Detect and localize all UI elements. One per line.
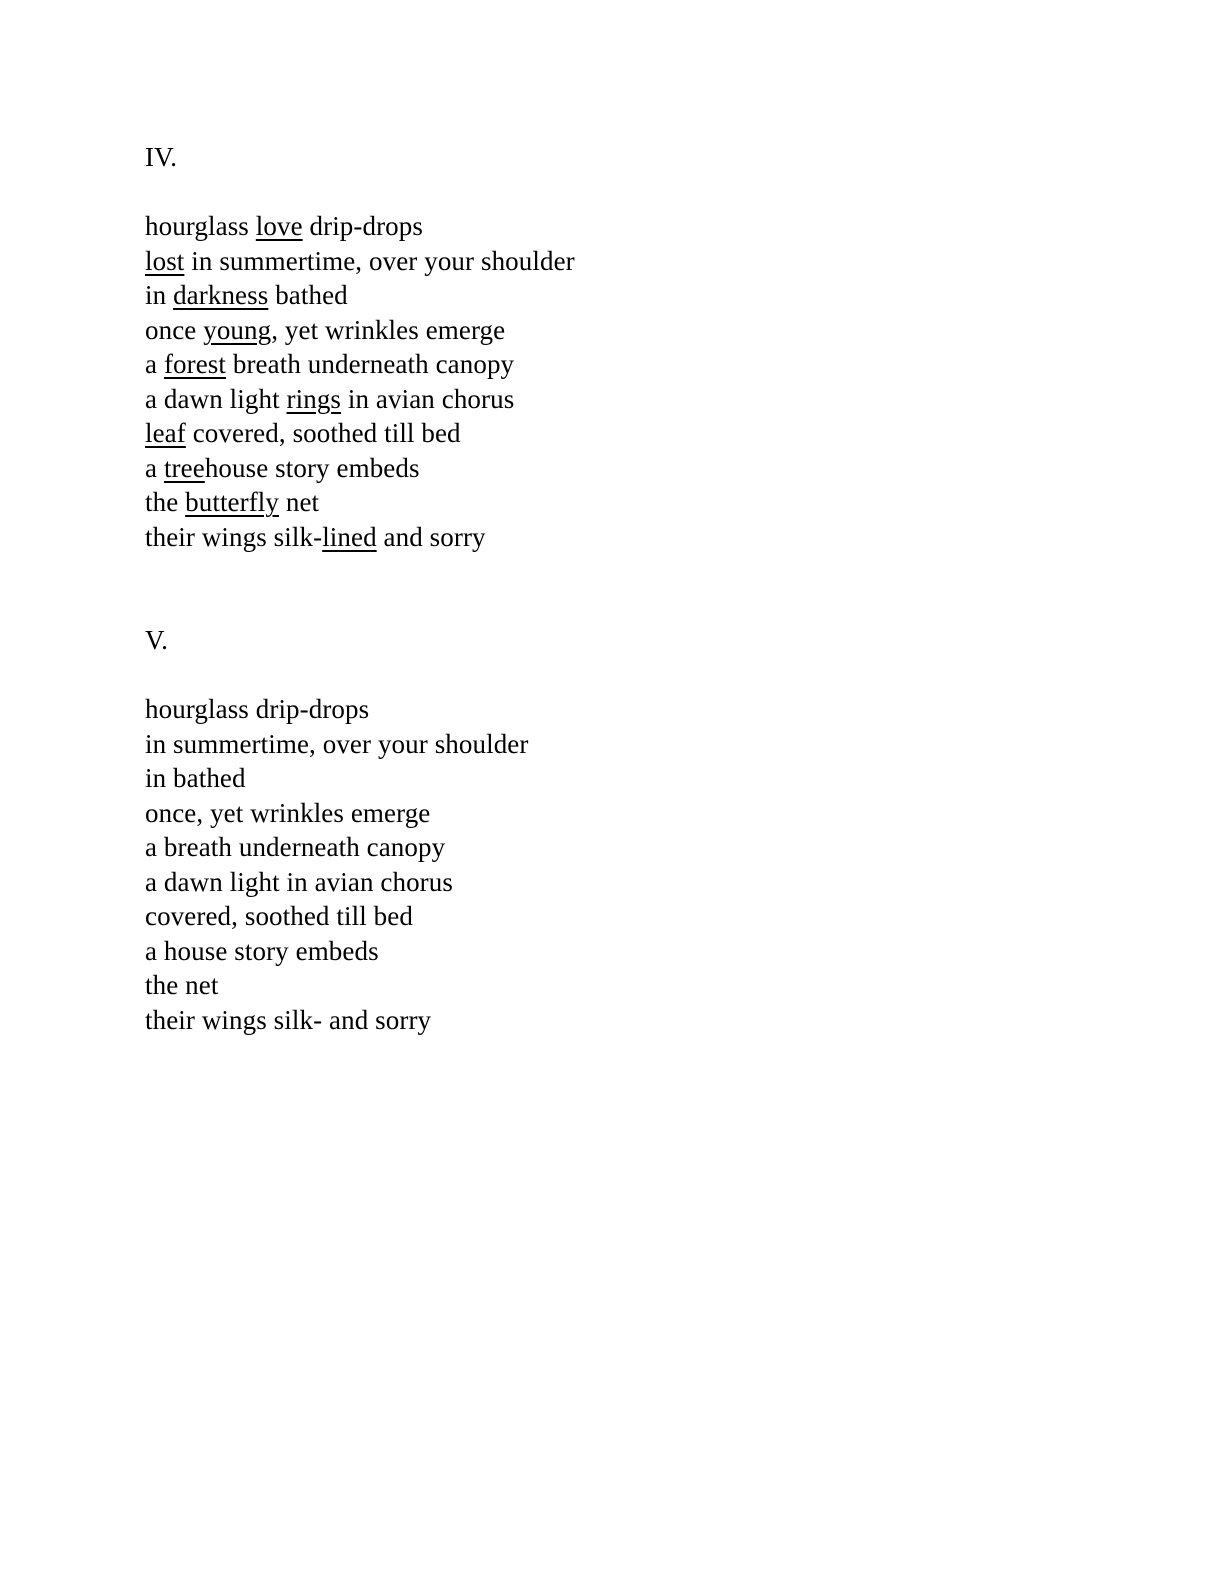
text-segment: once, yet wrinkles emerge: [145, 797, 431, 828]
text-segment: bathed: [268, 280, 348, 310]
poem-line: [145, 761, 1124, 796]
text-segment: once: [145, 314, 204, 345]
section-heading: IV.: [145, 142, 178, 172]
text-segment: a house story embeds: [145, 935, 379, 966]
poem-line: [145, 485, 1124, 520]
poem-line: [145, 451, 1124, 486]
poem-line: [145, 934, 1124, 969]
underlined-word: leaf: [145, 418, 186, 448]
text-segment: their wings silk- and sorry: [145, 1004, 432, 1035]
underlined-word: rings: [286, 383, 342, 414]
poem-line: [145, 968, 1124, 1003]
underlined-word: tree: [163, 452, 205, 483]
underlined-word: lost: [145, 245, 185, 276]
text-segment: covered, soothed till bed: [145, 901, 413, 931]
poem-line: [145, 727, 1124, 762]
text-segment: a dawn light: [145, 383, 287, 414]
poem-line: [145, 520, 1124, 555]
poem-line: [145, 1003, 1124, 1038]
poem-line: [145, 347, 1124, 382]
poem-line: [145, 278, 1124, 313]
text-segment: in avian chorus: [341, 383, 515, 414]
text-segment: , yet wrinkles emerge: [271, 314, 506, 345]
text-segment: in summertime, over your shoulder: [145, 728, 529, 759]
text-segment: the: [145, 487, 186, 517]
text-segment: a breath underneath canopy: [145, 832, 446, 862]
poem-line: [145, 382, 1124, 417]
text-segment: a: [145, 452, 164, 483]
text-segment: covered, soothed till bed: [185, 418, 461, 448]
underlined-word: darkness: [173, 280, 269, 310]
text-segment: breath underneath canopy: [226, 349, 515, 379]
text-segment: and sorry: [376, 521, 486, 552]
text-segment: a: [145, 349, 164, 379]
underlined-word: forest: [163, 349, 227, 379]
poem-section-v: [145, 623, 1124, 1037]
poem: [145, 140, 1124, 1037]
text-segment: in: [145, 280, 174, 310]
text-segment: drip-drops: [302, 211, 423, 241]
text-segment: their wings silk-: [145, 521, 323, 552]
underlined-word: young: [203, 314, 272, 345]
poem-line: [145, 209, 1124, 244]
text-segment: hourglass drip-drops: [145, 694, 370, 724]
text-segment: net: [279, 487, 320, 517]
underlined-word: love: [255, 211, 303, 241]
poem-line: [145, 899, 1124, 934]
text-segment: the net: [145, 970, 219, 1000]
poem-line: [145, 692, 1124, 727]
section-heading: V.: [145, 625, 168, 655]
text-segment: a dawn light in avian chorus: [145, 866, 453, 897]
text-segment: in summertime, over your shoulder: [184, 245, 575, 276]
poem-line: [145, 830, 1124, 865]
poem-line: [145, 244, 1124, 279]
poem-line: [145, 416, 1124, 451]
text-segment: house story embeds: [204, 452, 420, 483]
poem-section-iv: [145, 140, 1124, 554]
text-segment: hourglass: [145, 211, 256, 241]
poem-line: [145, 865, 1124, 900]
poem-line: [145, 796, 1124, 831]
text-segment: in bathed: [145, 763, 246, 793]
poem-line: [145, 313, 1124, 348]
underlined-word: lined: [322, 521, 377, 552]
underlined-word: butterfly: [185, 487, 280, 517]
